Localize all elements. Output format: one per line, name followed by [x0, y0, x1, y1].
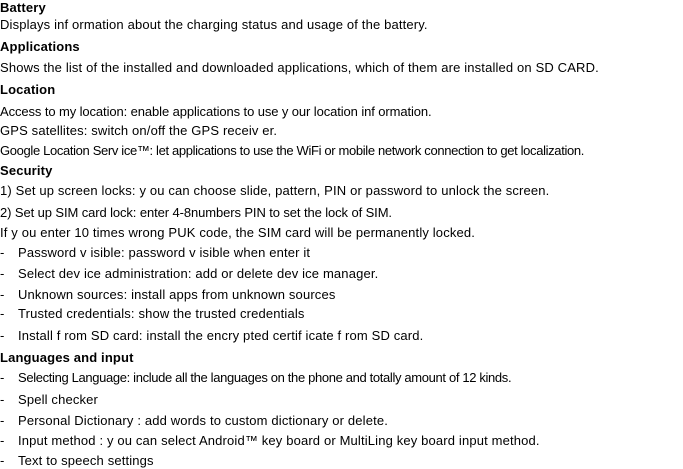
list-item [0, 287, 335, 303]
location-line-google: Google Location Serv ice™: let applications to use the WiFi or mobile network connection to get localization. [0, 143, 585, 158]
security-bullet-trusted-credentials: Trusted credentials: show the trusted credentials [18, 306, 305, 321]
bullet-marker: - [0, 306, 5, 321]
battery-description: Displays inf ormation about the charging status and usage of the battery. [0, 17, 428, 32]
bullet-marker: - [0, 413, 5, 428]
heading-battery: Battery [0, 0, 46, 15]
applications-description: Shows the list of the installed and downloaded applications, which of them are installed on SD CARD. [0, 60, 599, 75]
heading-applications: Applications [0, 39, 80, 54]
location-line-access: Access to my location: enable applications to use y our location inf ormation. [0, 104, 432, 119]
list-item [0, 328, 423, 344]
list-item [0, 392, 98, 408]
bullet-marker: - [0, 453, 5, 468]
heading-security: Security [0, 163, 53, 178]
location-line-gps: GPS satellites: switch on/off the GPS receiv er. [0, 123, 278, 138]
languages-bullet-spell-checker: Spell checker [18, 392, 98, 407]
list-item [0, 370, 511, 386]
list-item [0, 413, 388, 429]
bullet-marker: - [0, 328, 5, 343]
list-item [0, 453, 154, 469]
list-item [0, 266, 378, 282]
list-item [0, 433, 540, 449]
languages-bullet-personal-dictionary: Personal Dictionary : add words to custom dictionary or delete. [18, 413, 389, 428]
security-line-puk-warning: If y ou enter 10 times wrong PUK code, the SIM card will be permanently locked. [0, 225, 476, 240]
bullet-marker: - [0, 245, 5, 260]
bullet-marker: - [0, 370, 4, 385]
languages-bullet-text-to-speech: Text to speech settings [18, 453, 154, 468]
bullet-marker: - [0, 392, 5, 407]
security-bullet-install-from-sd: Install f rom SD card: install the encry pted certif icate f rom SD card. [18, 328, 424, 343]
languages-bullet-selecting-language: Selecting Language: include all the languages on the phone and totally amount of 12 kinds. [18, 370, 512, 385]
bullet-marker: - [0, 266, 5, 281]
heading-languages-and-input: Languages and input [0, 350, 134, 365]
security-line-screen-lock: 1) Set up screen locks: y ou can choose slide, pattern, PIN or password to unlock the screen. [0, 183, 550, 198]
list-item [0, 245, 310, 261]
languages-bullet-input-method: Input method : y ou can select Android™ key board or MultiLing key board input method. [18, 433, 540, 448]
security-bullet-unknown-sources: Unknown sources: install apps from unknown sources [18, 287, 336, 302]
security-line-sim-lock: 2) Set up SIM card lock: enter 4-8numbers PIN to set the lock of SIM. [0, 205, 392, 220]
heading-location: Location [0, 82, 56, 97]
bullet-marker: - [0, 433, 5, 448]
bullet-marker: - [0, 287, 5, 302]
security-bullet-password-visible: Password v isible: password v isible when enter it [18, 245, 311, 260]
security-bullet-device-admin: Select dev ice administration: add or delete dev ice manager. [18, 266, 379, 281]
list-item [0, 306, 305, 322]
